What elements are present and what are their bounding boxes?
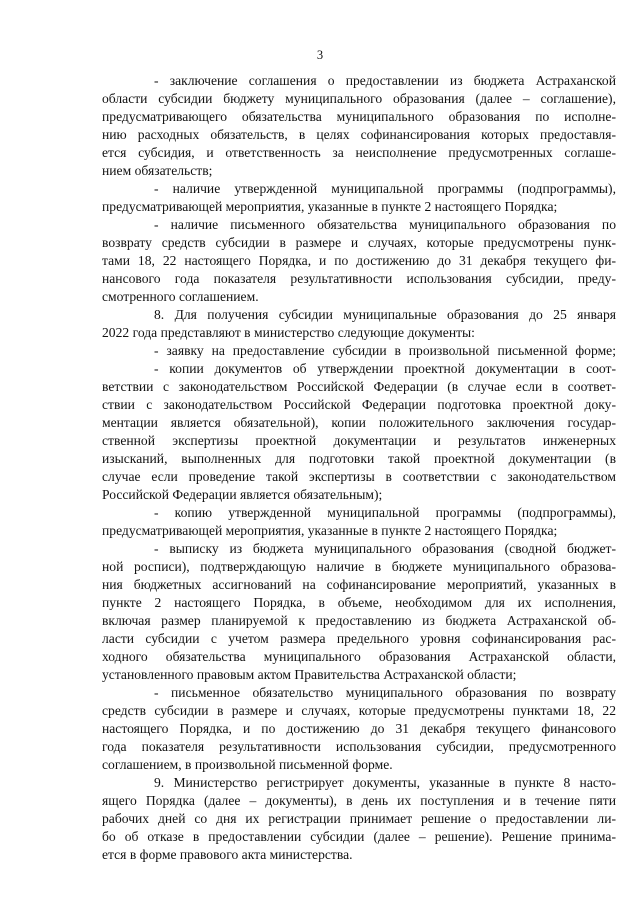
text-line: средств субсидии в размере и случаях, которые предусмотрены пунктами 18, 22 — [102, 703, 616, 718]
text-line: - письменное обязательство муниципального образования по возврату — [154, 685, 616, 700]
text-line: изысканий, выполненных для подготовки такой проектной документации (в — [102, 451, 616, 466]
text-line: пункте 2 настоящего Порядка, в объеме, необходимом для их исполнения, — [102, 595, 616, 610]
text-line: рабочих дней со дня их регистрации принимает решение о предоставлении ли- — [102, 811, 616, 826]
text-line: - заключение соглашения о предоставлении из бюджета Астраханской — [154, 73, 616, 88]
text-line: настоящего Порядка, и по достижению до 31 декабря текущего финансового — [102, 721, 616, 736]
text-line: 9. Министерство регистрирует документы, указанные в пункте 8 насто- — [154, 775, 616, 790]
text-line: бо об отказе в предоставлении субсидии (далее – решение). Решение принима- — [102, 829, 616, 844]
text-line: года показателя результативности использования субсидии, предусмотренного — [102, 739, 616, 754]
document-body — [102, 72, 616, 864]
text-line: соглашением, в произвольной письменной форме. — [102, 757, 393, 772]
text-line: ходного обязательства муниципального образования Астраханской области, — [102, 649, 616, 664]
text-line: ящего Порядка (далее – документы), в день их поступления и в течение пяти — [102, 793, 616, 808]
text-line: установленного правовым актом Правительства Астраханской области; — [102, 667, 517, 682]
text-line: - копии документов об утверждении проектной документации в соот- — [154, 361, 616, 376]
text-line: - копию утвержденной муниципальной программы (подпрограммы), — [154, 505, 616, 520]
text-line: ментации является обязательной), копии положительного заключения государ- — [102, 415, 616, 430]
text-line: нием обязательств; — [102, 163, 213, 178]
text-line: смотренного соглашением. — [102, 289, 259, 304]
text-line: нансового года показателя результативности использования субсидии, преду- — [102, 271, 616, 286]
text-line: 2022 года представляют в министерство следующие документы: — [102, 325, 475, 340]
text-line: предусматривающей мероприятия, указанные в пункте 2 настоящего Порядка; — [102, 199, 558, 214]
text-line: ласти субсидии с учетом размера предельного уровня софинансирования рас- — [102, 631, 616, 646]
text-line: - наличие утвержденной муниципальной программы (подпрограммы), — [154, 181, 616, 196]
text-line: ной росписи), подтверждающую наличие в бюджете муниципального образова- — [102, 559, 616, 574]
text-line: - заявку на предоставление субсидии в произвольной письменной форме; — [154, 343, 616, 358]
text-line: ственной экспертизы проектной документации и результатов инженерных — [102, 433, 616, 448]
text-line: ния бюджетных ассигнований на софинансирование мероприятий, указанных в — [102, 577, 616, 592]
text-line: предусматривающей мероприятия, указанные в пункте 2 настоящего Порядка; — [102, 523, 558, 538]
text-line: области субсидии бюджету муниципального образования (далее – соглашение), — [102, 91, 616, 106]
text-line: 8. Для получения субсидии муниципальные образования до 25 января — [154, 307, 616, 322]
text-line: ствии с законодательством Российской Федерации подготовка проектной доку- — [102, 397, 616, 412]
text-line: ется субсидия, и ответственность за неисполнение предусмотренных соглаше- — [102, 145, 616, 160]
text-line: включая размер планируемой к предоставлению из бюджета Астраханской об- — [102, 613, 616, 628]
text-line: - наличие письменного обязательства муниципального образования по — [154, 217, 616, 232]
text-line: случае если проведение такой экспертизы в соответствии с законодательством — [102, 469, 616, 484]
text-line: возврату средств субсидии в размере и случаях, которые предусмотрены пунк- — [102, 235, 616, 250]
text-line: - выписку из бюджета муниципального образования (сводной бюджет- — [154, 541, 616, 556]
text-line: тами 18, 22 настоящего Порядка, и по достижению до 31 декабря текущего фи- — [102, 253, 616, 268]
text-line: ется в форме правового акта министерства. — [102, 847, 353, 862]
text-line: Российской Федерации является обязательным); — [102, 487, 383, 502]
text-line: ветствии с законодательством Российской Федерации (в случае если в соответ- — [102, 379, 616, 394]
page-number: 3 — [316, 48, 324, 62]
text-line: нию расходных обязательств, в целях софинансирования которых предоставля- — [102, 127, 616, 142]
text-line: предусматривающего обязательства муниципального образования по исполне- — [102, 109, 616, 124]
